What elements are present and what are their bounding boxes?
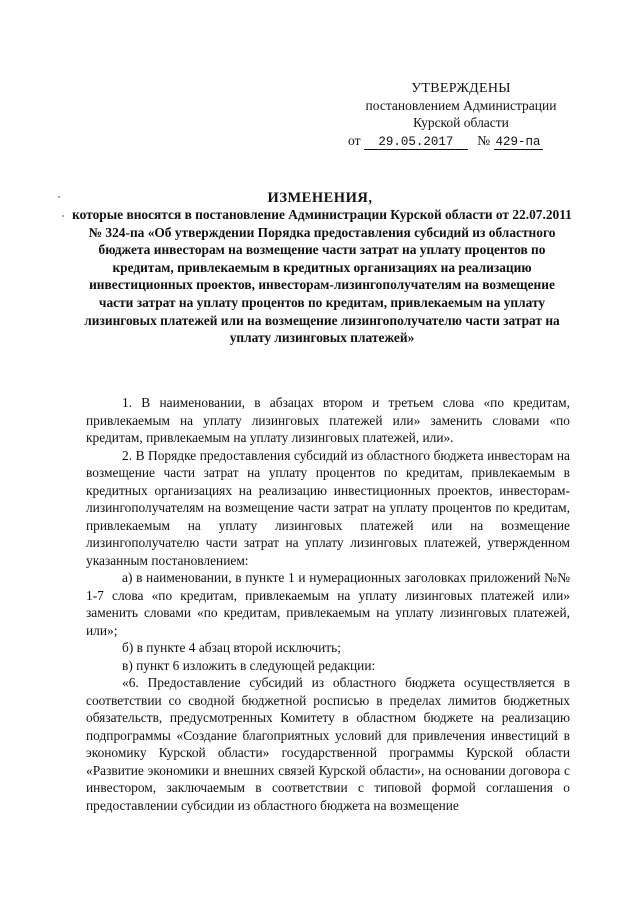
paragraph-6-text: «6. Предоставление субсидий из областного бюджета осуществляется в соответствии со сводной бюджетной росписью в пределах лимитов бюджетных обязательств, предусмотренных Комитету в областном бюджете на реализацию подпрограммы «Создание благоприятных условий для привлечения инвестиций в экономику Курской области» государственной программы Курской области «Развитие экономики и внешних связей Курской области», на основании договора с инвестором, заключаемым в соответствии с типовой формой соглашения о предоставлении субсидии из областного бюджета на возмещение (86, 675, 570, 813)
approval-title: УТВЕРЖДЕНЫ (411, 81, 511, 96)
approval-line-2: Курской области (413, 115, 509, 130)
scan-speck (58, 196, 60, 198)
paragraph-2: 2. В Порядке предоставления субсидий из областного бюджета инвесторам на возмещение части затрат на уплату процентов по кредитам, привлекаемым в кредитных организациях на реализацию инвестиционных проектов, инвесторам-лизингополучателям на возмещение части затрат на уплату процентов по кредитам, привлекаемым на уплату лизинговых платежей или на возмещение лизингополучателю части затрат на уплату лизинговых платежей, утвержденном указанным постановлением: (86, 447, 570, 568)
document-subtitle: которые вносятся в постановление Администрации Курской области от 22.07.2011 № 324-па «Об утверждении Порядка предоставления субсидий из областного бюджета инвесторам на возмещение части затрат на уплату процентов по кредитам, привлекаемым в кредитных организациях на реализацию инвестиционных проектов, инвесторам-лизингополучателям на возмещение части затрат на уплату процентов по кредитам, привлекаемым на уплату лизинговых платежей или на возмещение лизингополучателю части затрат на уплату лизинговых платежей» (72, 207, 572, 346)
subparagraph-b: б) в пункте 4 абзац второй исключить; (122, 640, 341, 655)
scan-speck (62, 215, 64, 217)
subparagraph-a: а) в наименовании, в пункте 1 и нумерационных заголовках приложений №№ 1-7 слова «по кредитам, привлекаемым на уплату лизинговых платежей или» заменить словами «по кредитам, привлекаемым на уплату лизинговых платежей, или»; (86, 570, 570, 638)
document-title: ИЗМЕНЕНИЯ, (267, 190, 373, 206)
approval-number: 429-па (495, 135, 541, 149)
paragraph-1: 1. В наименовании, в абзацах втором и третьем слова «по кредитам, привлекаемым на уплату лизинговых платежей или» заменить словами «по кредитам, привлекаемым на уплату лизинговых платежей, или». (86, 395, 570, 445)
from-label: от (348, 133, 361, 148)
approval-stamp (346, 80, 576, 150)
number-label: № (477, 133, 491, 148)
subparagraph-c: в) пункт 6 изложить в следующей редакции: (122, 657, 376, 673)
document-body (86, 394, 570, 814)
approval-date-line (346, 132, 576, 150)
approval-date: 29.05.2017 (364, 135, 468, 150)
approval-line-1: постановлением Администрации (365, 98, 557, 113)
